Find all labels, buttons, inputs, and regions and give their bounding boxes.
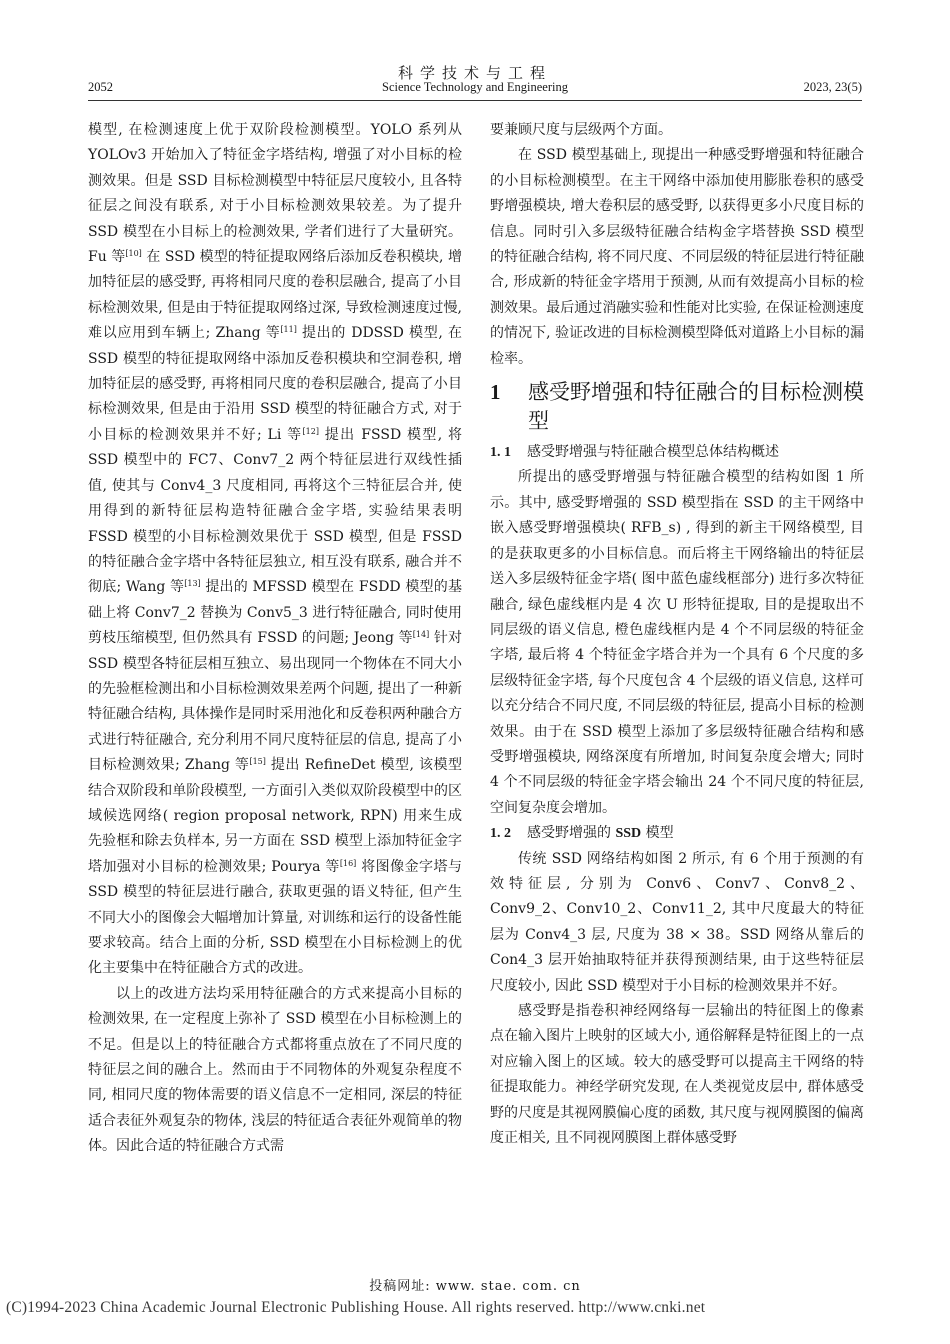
citation-ref: [12] bbox=[302, 426, 319, 436]
copyright-line: (C)1994-2023 China Academic Journal Electronic Publishing House. All rights reserved. http://www.cnki.net bbox=[6, 1299, 706, 1316]
subsection-title-end: 模型 bbox=[641, 825, 674, 842]
text-run: 将图像金字塔与 SSD 模型的特征层进行融合, 获取更强的语义特征, 但产生不同大小的图像会大幅增加计算量, 对训练和运行的设备性能要求较高。结合上面的分析, SSD 模型在小目标检测上的优化主要集中在特征融合方式的改进。 bbox=[88, 858, 462, 977]
overview-paragraph: 所提出的感受野增强与特征融合模型的结构如图 1 所示。其中, 感受野增强的 SSD 模型指在 SSD 的主干网络中嵌入感受野增强模块( RFB_s) , 得到的新主干网络模型, 目的是获取更多的小目标信息。而后将主干网络输出的特征层送入多层级特征金字塔( 图中蓝色虚线框部分) 进行多次特征融合, 绿色虚线框内是 4 次 U 形特征提取, 目的是提取出不同层级的语义信息, 橙色虚线框内是 4 个不同层级的特征金字塔, 最后将 4 个特征金字塔合并为一个具有 6 个尺度的多层级特征金字塔, 每个尺度包含 4 个层级的语义信息, 这样可以充分结合不同尺度, 不同层级的特征层, 提高小目标的检测效果。由于在 SSD 模型上添加了多层级特征融合结构和感受野增强模块, 网络深度有所增加, 时间复杂度会增大; 同时 4 个不同层级的特征金字塔会输出 24 个不同尺度的特征层, 空间复杂度会增加。 bbox=[490, 469, 864, 816]
receptive-field-paragraph: 感受野是指卷积神经网络每一层输出的特征图上的像素点在输入图片上映射的区域大小, 通俗解释是特征图上的一点对应输入图上的区域。较大的感受野可以提高主干网络的特征提取能力。神经学研究发现, 在人类视觉皮层中, 群体感受野的尺度是其视网膜偏心度的函数, 其尺度与视网膜图的偏离度正相关, 且不同视网膜图上群体感受野 bbox=[490, 1003, 864, 1147]
citation-ref: [15] bbox=[249, 757, 266, 767]
subsection-heading-1-2 bbox=[490, 821, 864, 846]
citation-ref: [10] bbox=[125, 249, 142, 259]
text-run: 提出的 MFSSD 模型在 FSDD 模型的基础上将 Conv7_2 替换为 Conv5_3 进行特征融合, 同时使用剪枝压缩模型, 但仍然具有 FSSD 的问题; Jeong 等 bbox=[88, 579, 462, 647]
section-heading-1 bbox=[490, 378, 864, 436]
running-header bbox=[88, 80, 862, 98]
page-number: 2052 bbox=[88, 80, 113, 94]
subsection-title: 感受野增强的 bbox=[527, 825, 616, 842]
submission-website: 投稿网址: www. stae. com. cn bbox=[369, 1279, 581, 1294]
volume-issue: 2023, 23(5) bbox=[803, 80, 862, 94]
citation-ref: [13] bbox=[184, 579, 201, 589]
subsection-number: 1. 2 bbox=[490, 826, 511, 842]
subsection-title-acronym: SSD bbox=[615, 826, 642, 842]
left-column bbox=[88, 118, 462, 1160]
proposal-paragraph: 在 SSD 模型基础上, 现提出一种感受野增强和特征融合的小目标检测模型。在主干网络中添加使用膨胀卷积的感受野增强模块, 增大卷积层的感受野, 以获得更多小尺度目标的信息。同时引入多层级特征融合结构金字塔替换 SSD 模型的特征融合结构, 将不同尺度、不同层级的特征层进行特征融合, 形成新的特征金字塔用于预测, 从而有效提高小目标的检测效果。最后通过消融实验和性能对比实验, 在保证检测速度的情况下, 验证改进的目标检测模型降低对道路上小目标的漏检率。 bbox=[490, 147, 864, 367]
subsection-heading-1-1 bbox=[490, 440, 864, 465]
section-number: 1 bbox=[490, 380, 501, 405]
text-run: 在 SSD 模型的特征提取网络后添加反卷积模块, 增加特征层的感受野, 再将相同尺度的卷积层融合, 提高了小目标检测效果, 但是由于特征提取网络过深, 导致检测速度过慢, 难以应用到车辆上; Zhang 等 bbox=[88, 249, 462, 342]
continued-paragraph: 要兼顾尺度与层级两个方面。 bbox=[490, 122, 672, 138]
text-run: 针对 SSD 模型各特征层相互独立、易出现同一个物体在不同大小的先验框检测出和小目标检测效果差两个问题, 提出了一种新特征融合结构, 具体操作是同时采用池化和反卷积两种融合方式进行特征融合, 充分利用不同尺度特征层的信息, 提高了小目标检测效果; Zhang 等 bbox=[88, 630, 462, 774]
text-run: 提出 FSSD 模型, 将 SSD 模型中的 FC7、Conv7_2 两个特征层进行双线性插值, 使其与 Conv4_3 尺度相同, 再将这个三特征层合并, 使用得到的新特征层构造特征融合金字塔, 实验结果表明 FSSD 模型的小目标检测效果优于 SSD 模型, 但是 FSSD 的特征融合金字塔中各特征层独立, 相互没有联系, 融合并不彻底; Wang 等 bbox=[88, 426, 462, 596]
section-title: 感受野增强和特征融合的目标检测模型 bbox=[528, 380, 864, 434]
text-run: 提出 RefineDet 模型, 该模型结合双阶段和单阶段模型, 一方面引入类似双阶段模型中的区域候选网络( region proposal network, RPN) 用来生成先验框和除去负样本, 另一方面在 SSD 模型上添加特征金字塔加强对小目标的检测效果; Pourya 等 bbox=[88, 757, 463, 875]
citation-ref: [11] bbox=[280, 325, 297, 335]
journal-title-en: Science Technology and Engineering bbox=[382, 80, 568, 94]
ssd-structure-paragraph: 传统 SSD 网络结构如图 2 所示, 有 6 个用于预测的有效特征层, 分别为 Conv6、Conv7、Conv8_2、Conv9_2、Conv10_2、Conv11_2, 其中尺度最大的特征层为 Conv4_3 层, 尺度为 38 × 38。SSD 网络从靠后的 Con4_3 层开始抽取特征并获得预测结果, 由于这些特征层尺度较小, 因此 SSD 模型对于小目标的检测效果并不好。 bbox=[490, 850, 864, 994]
citation-ref: [14] bbox=[412, 630, 430, 640]
analysis-paragraph: 以上的改进方法均采用特征融合的方式来提高小目标的检测效果, 在一定程度上弥补了 SSD 模型在小目标检测上的不足。但是以上的特征融合方式都将重点放在了不同尺度的特征层之间的融合上。然而由于不同物体的外观复杂程度不同, 相同尺度的物体需要的语义信息不一定相同, 深层的特征适合表征外观复杂的物体, 浅层的特征适合表征外观简单的物体。因此合适的特征融合方式需 bbox=[88, 985, 462, 1155]
subsection-title: 感受野增强与特征融合模型总体结构概述 bbox=[527, 444, 779, 461]
subsection-number: 1. 1 bbox=[490, 445, 511, 461]
right-column bbox=[490, 118, 864, 1151]
text-run: 提出的 DDSSD 模型, 在 SSD 模型的特征提取网络中添加反卷积模块和空洞卷积, 增加特征层的感受野, 再将相同尺度的卷积层融合, 提高了小目标检测效果, 但是由于沿用 SSD 模型的特征融合方式, 对于小目标的检测效果并不好; Li 等 bbox=[88, 325, 462, 443]
text-run: 模型, 在检测速度上优于双阶段检测模型。YOLO 系列从 YOLOv3 开始加入了特征金字塔结构, 增强了对小目标的检测效果。但是 SSD 目标检测模型中特征层尺度较小, 且各特征层之间没有联系, 对于小目标检测效果较差。为了提升 SSD 模型在小目标上的检测效果, 学者们进行了大量研究。Fu 等 bbox=[88, 122, 462, 266]
citation-ref: [16] bbox=[339, 858, 357, 868]
related-work-paragraph bbox=[88, 118, 462, 982]
header-rule bbox=[88, 100, 862, 101]
journal-title-cn: 科学技术与工程 bbox=[397, 64, 552, 82]
